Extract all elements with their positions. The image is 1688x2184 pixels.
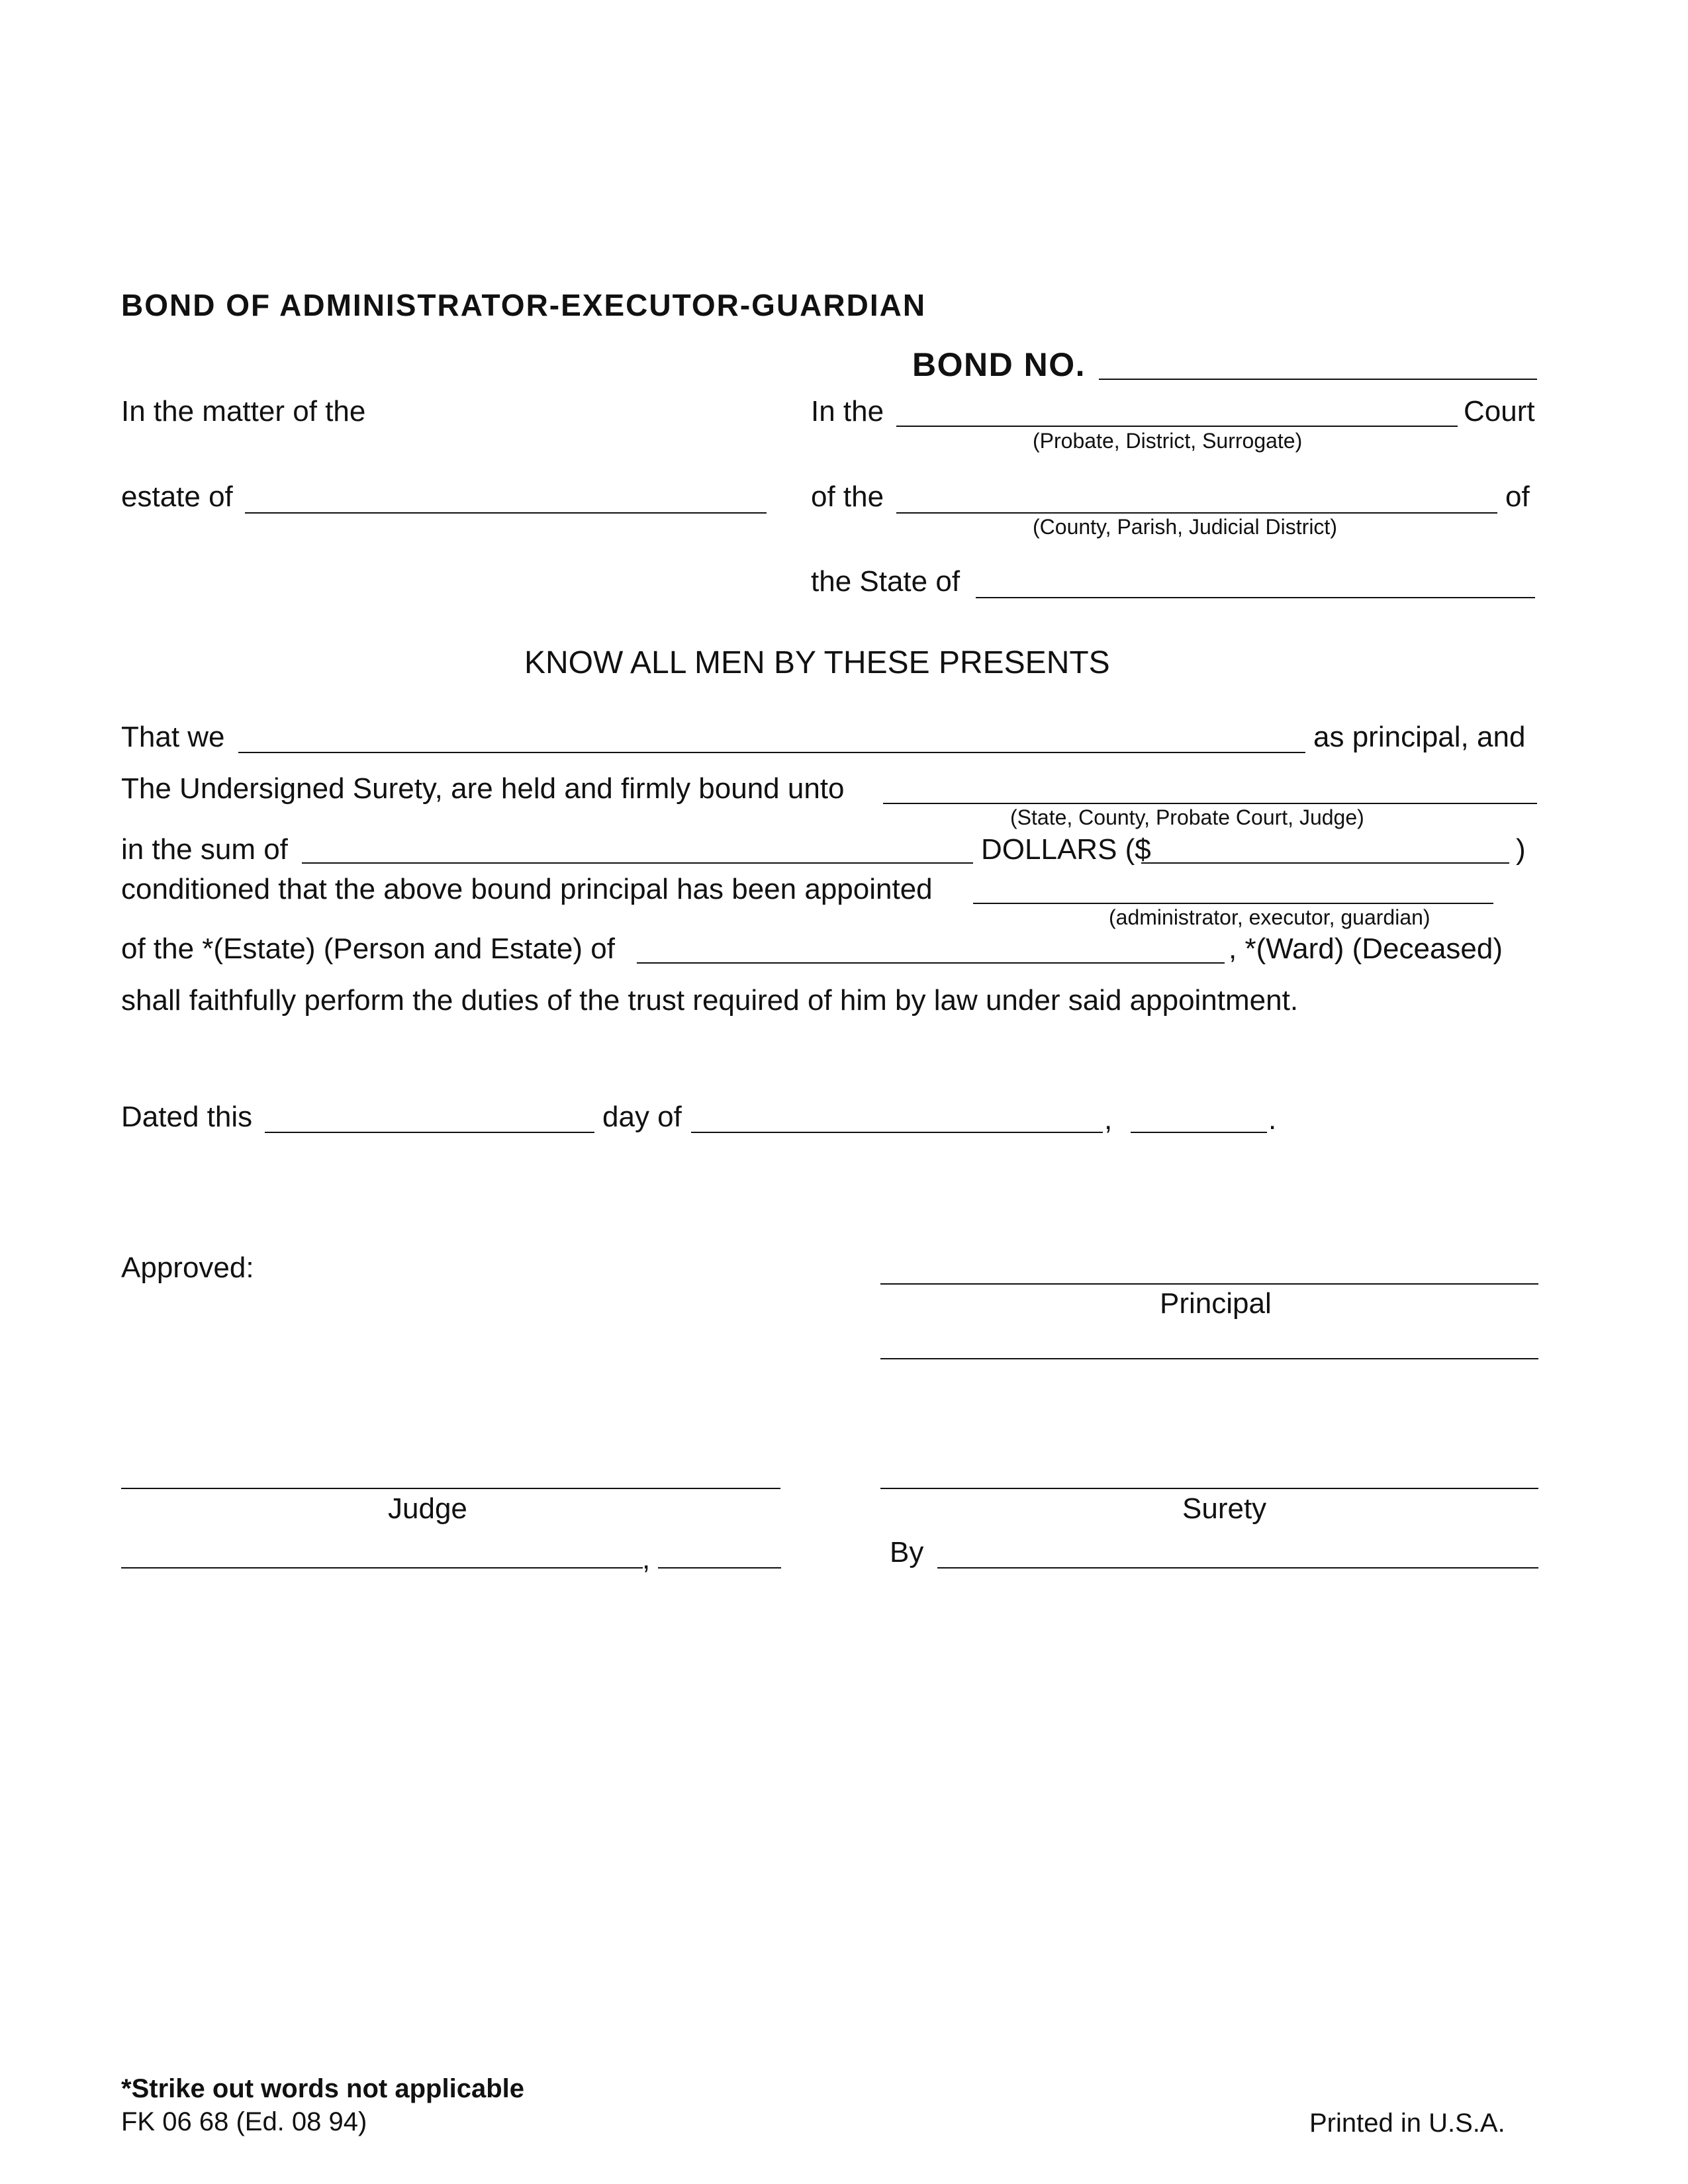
state-of-label: the State of [811, 565, 961, 598]
surety-label: Surety [1182, 1492, 1267, 1525]
principal-name-field[interactable] [238, 752, 1305, 753]
form-title: BOND OF ADMINISTRATOR-EXECUTOR-GUARDIAN [121, 288, 927, 322]
approved-label: Approved: [121, 1251, 254, 1284]
conditioned-clause: conditioned that the above bound principal has been appointed [121, 873, 933, 905]
principal-second-line[interactable] [880, 1358, 1538, 1359]
court-caption: (Probate, District, Surrogate) [1033, 429, 1303, 453]
of-the-label: of the [811, 480, 884, 513]
court-label: Court [1464, 395, 1535, 428]
court-field[interactable] [896, 426, 1458, 427]
date-comma: , [1104, 1103, 1113, 1136]
surety-clause: The Undersigned Surety, are held and firmly bound unto [121, 772, 845, 805]
surety-signature-line[interactable] [880, 1488, 1538, 1489]
by-signature-line[interactable] [937, 1567, 1538, 1569]
of-label: of [1505, 480, 1530, 513]
appointment-caption: (administrator, executor, guardian) [1109, 905, 1430, 929]
principal-signature-line[interactable] [880, 1283, 1538, 1285]
county-caption: (County, Parish, Judicial District) [1033, 515, 1337, 539]
that-we-label: That we [121, 721, 225, 753]
county-field[interactable] [896, 512, 1497, 514]
estate-of-label: estate of [121, 480, 233, 513]
obligee-field[interactable] [883, 803, 1537, 804]
bond-no-field[interactable] [1099, 379, 1537, 380]
day-field[interactable] [265, 1132, 594, 1133]
know-all-men-heading: KNOW ALL MEN BY THESE PRESENTS [524, 645, 1110, 680]
month-field[interactable] [691, 1132, 1103, 1133]
dated-this-label: Dated this [121, 1101, 253, 1133]
bond-no-label: BOND NO. [912, 346, 1086, 383]
estate-of-field[interactable] [245, 512, 767, 514]
year-field[interactable] [1131, 1132, 1267, 1133]
by-label: By [890, 1536, 924, 1569]
faithfully-clause: shall faithfully perform the duties of the trust required of him by law under said appointment. [121, 984, 1299, 1017]
day-of-label: day of [602, 1101, 682, 1133]
matter-label: In the matter of the [121, 395, 366, 428]
judge-signature-line[interactable] [121, 1488, 780, 1489]
state-field[interactable] [976, 597, 1535, 598]
dollars-label: DOLLARS ($ [981, 833, 1151, 866]
printed-in-usa: Printed in U.S.A. [1309, 2109, 1505, 2138]
judge-state-line[interactable] [658, 1567, 781, 1569]
obligee-caption: (State, County, Probate Court, Judge) [1010, 805, 1364, 829]
form-code: FK 06 68 (Ed. 08 94) [121, 2107, 367, 2136]
judge-comma: , [642, 1543, 651, 1575]
appointment-field[interactable] [973, 903, 1493, 904]
ward-deceased-label: , *(Ward) (Deceased) [1229, 933, 1503, 965]
close-paren: ) [1516, 833, 1526, 866]
judge-county-line[interactable] [121, 1567, 643, 1569]
in-the-label: In the [811, 395, 884, 428]
ward-name-field[interactable] [637, 962, 1225, 964]
judge-label: Judge [388, 1492, 467, 1525]
sum-of-label: in the sum of [121, 833, 288, 866]
date-period: . [1268, 1103, 1277, 1136]
as-principal-label: as principal, and [1313, 721, 1526, 753]
principal-label: Principal [1160, 1287, 1272, 1320]
of-the-estate-clause: of the *(Estate) (Person and Estate) of [121, 933, 615, 965]
strike-note: *Strike out words not applicable [121, 2074, 524, 2103]
sum-amount-field[interactable] [1141, 862, 1509, 864]
sum-words-field[interactable] [302, 862, 973, 864]
